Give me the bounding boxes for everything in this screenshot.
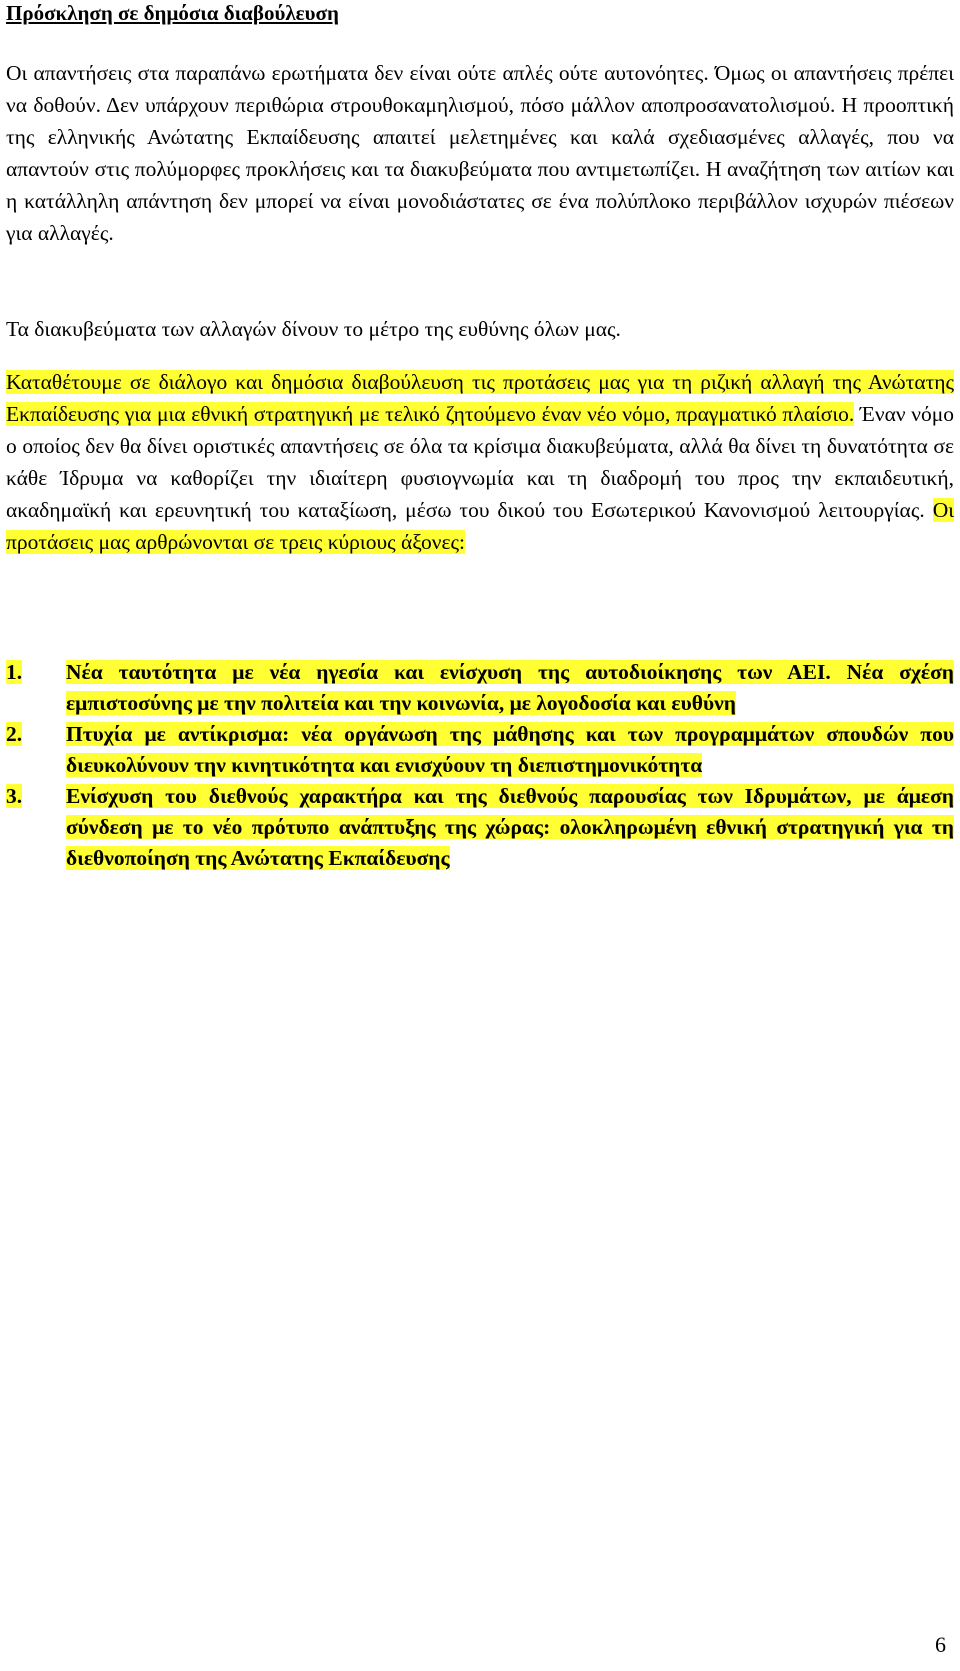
list-item-text: Πτυχία με αντίκρισμα: νέα οργάνωση της μάθησης και των προγραμμάτων σπουδών που διευκολύνουν την κινητικότητα και ενισχύουν τη διεπιστημονικότητα — [66, 722, 954, 777]
axes-list — [6, 657, 954, 874]
highlighted-text: Καταθέτουμε σε διάλογο και δημόσια διαβούλευση τις προτάσεις μας για τη ριζική αλλαγή της Ανώτατης Εκπαίδευσης για μια εθνική στρατηγική με τελικό ζητούμενο έναν νέο νόμο, πραγματικό πλαίσιο. — [6, 370, 954, 426]
list-item — [6, 781, 954, 874]
paragraph-text: Έναν νόμο ο οποίος δεν θα δίνει οριστικές απαντήσεις σε όλα τα κρίσιμα διακυβεύματα, αλλά θα δίνει τη δυνατότητα σε κάθε Ίδρυμα να καθορίζει την ιδιαίτερη φυσιογνωμία και τη διαδρομή του προς την εκπαιδευτική, ακαδημαϊκή και ερευνητική του καταξίωση, μέσω του δικού του Εσωτερικού Κανονισμού λειτουργίας. — [6, 402, 954, 522]
list-item-text: Νέα ταυτότητα με νέα ηγεσία και ενίσχυση της αυτοδιοίκησης των ΑΕΙ. Νέα σχέση εμπιστοσύνης με την πολιτεία και την κοινωνία, με λογοδοσία και ευθύνη — [66, 660, 954, 715]
responsibility-paragraph: Τα διακυβεύματα των αλλαγών δίνουν το μέτρο της ευθύνης όλων μας. — [6, 317, 621, 341]
list-number: 1. — [6, 660, 23, 684]
list-number: 3. — [6, 784, 23, 808]
highlighted-text: Οι προτάσεις μας αρθρώνονται σε τρεις κύριους άξονες: — [6, 498, 954, 554]
list-item-text: Ενίσχυση του διεθνούς χαρακτήρα και της διεθνούς παρουσίας των Ιδρυμάτων, με άμεση σύνδεση με το νέο πρότυπο ανάπτυξης της χώρας: ολοκληρωμένη εθνική στρατηγική για τη διεθνοποίηση της Ανώτατης Εκπαίδευσης — [66, 784, 954, 870]
section-heading: Πρόσκληση σε δημόσια διαβούλευση — [6, 1, 339, 25]
intro-paragraph: Οι απαντήσεις στα παραπάνω ερωτήματα δεν είναι ούτε απλές ούτε αυτονόητες. Όμως οι απαντήσεις πρέπει να δοθούν. Δεν υπάρχουν περιθώρια στρουθοκαμηλισμού, πόσο μάλλον αποπροσανατολισμού. Η προοπτική της ελληνικής Ανώτατης Εκπαίδευσης απαιτεί μελετημένες και καλά σχεδιασμένες αλλαγές, που να απαντούν στις πολύμορφες προκλήσεις και τα διακυβεύματα που αντιμετωπίζει. Η αναζήτηση των αιτίων και η κατάλληλη απάντηση δεν μπορεί να είναι μονοδιάστατες σε ένα πολύπλοκο περιβάλλον ισχυρών πιέσεων για αλλαγές. — [6, 61, 954, 245]
proposal-paragraph — [6, 366, 954, 558]
list-number: 2. — [6, 722, 23, 746]
list-item — [6, 719, 954, 781]
list-item — [6, 657, 954, 719]
page-number: 6 — [935, 1632, 946, 1657]
